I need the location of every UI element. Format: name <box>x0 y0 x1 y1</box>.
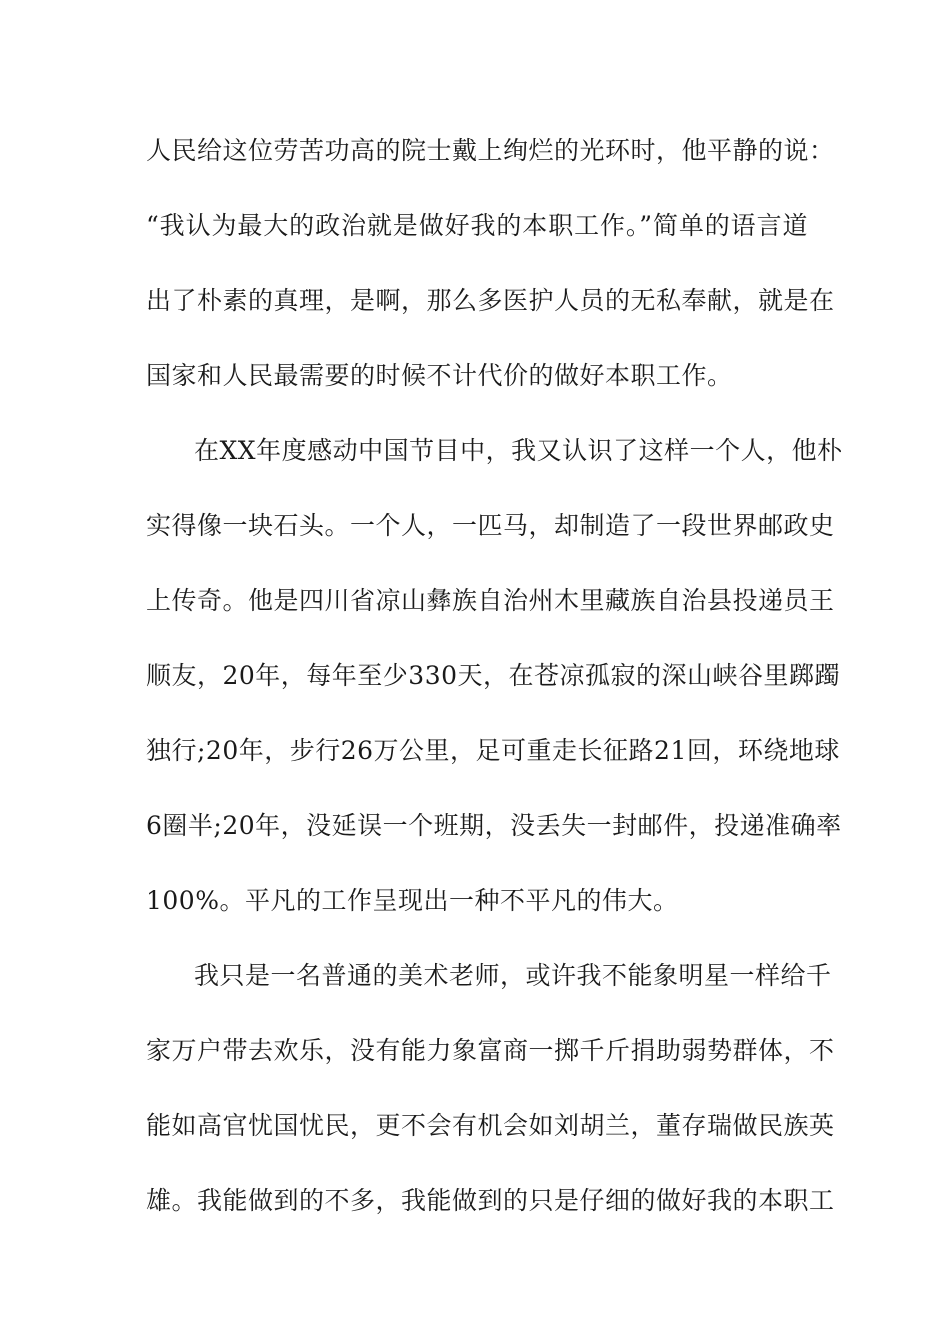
text-line: “我认为最大的政治就是做好我的本职工作。”简单的语言道 <box>146 211 808 240</box>
text-line: 6圈半;20年，没延误一个班期，没丢失一封邮件，投递准确率 <box>146 811 842 840</box>
text-line: 雄。我能做到的不多，我能做到的只是仔细的做好我的本职工 <box>146 1186 835 1215</box>
text-line: 独行;20年，步行26万公里，足可重走长征路21回，环绕地球 <box>146 736 840 765</box>
text-line: 实得像一块石头。一个人，一匹马，却制造了一段世界邮政史 <box>146 511 835 540</box>
text-line: 顺友，20年，每年至少330天，在苍凉孤寂的深山峡谷里踯躅 <box>146 661 841 690</box>
text-line: 上传奇。他是四川省凉山彝族自治州木里藏族自治县投递员王 <box>146 586 835 615</box>
text-line: 能如高官忧国忧民，更不会有机会如刘胡兰，董存瑞做民族英 <box>146 1111 835 1140</box>
text-line: 出了朴素的真理，是啊，那么多医护人员的无私奉献，就是在 <box>146 286 835 315</box>
text-line: 人民给这位劳苦功高的院士戴上绚烂的光环时，他平静的说： <box>146 136 835 165</box>
paragraph-first-line: 我只是一名普通的美术老师，或许我不能象明星一样给千 <box>194 961 832 990</box>
paragraph-first-line: 在XX年度感动中国节目中，我又认识了这样一个人，他朴 <box>194 436 843 465</box>
text-line: 国家和人民最需要的时候不计代价的做好本职工作。 <box>146 361 733 390</box>
text-line: 家万户带去欢乐，没有能力象富商一掷千斤捐助弱势群体，不 <box>146 1036 835 1065</box>
text-line: 100%。平凡的工作呈现出一种不平凡的伟大。 <box>146 886 679 915</box>
